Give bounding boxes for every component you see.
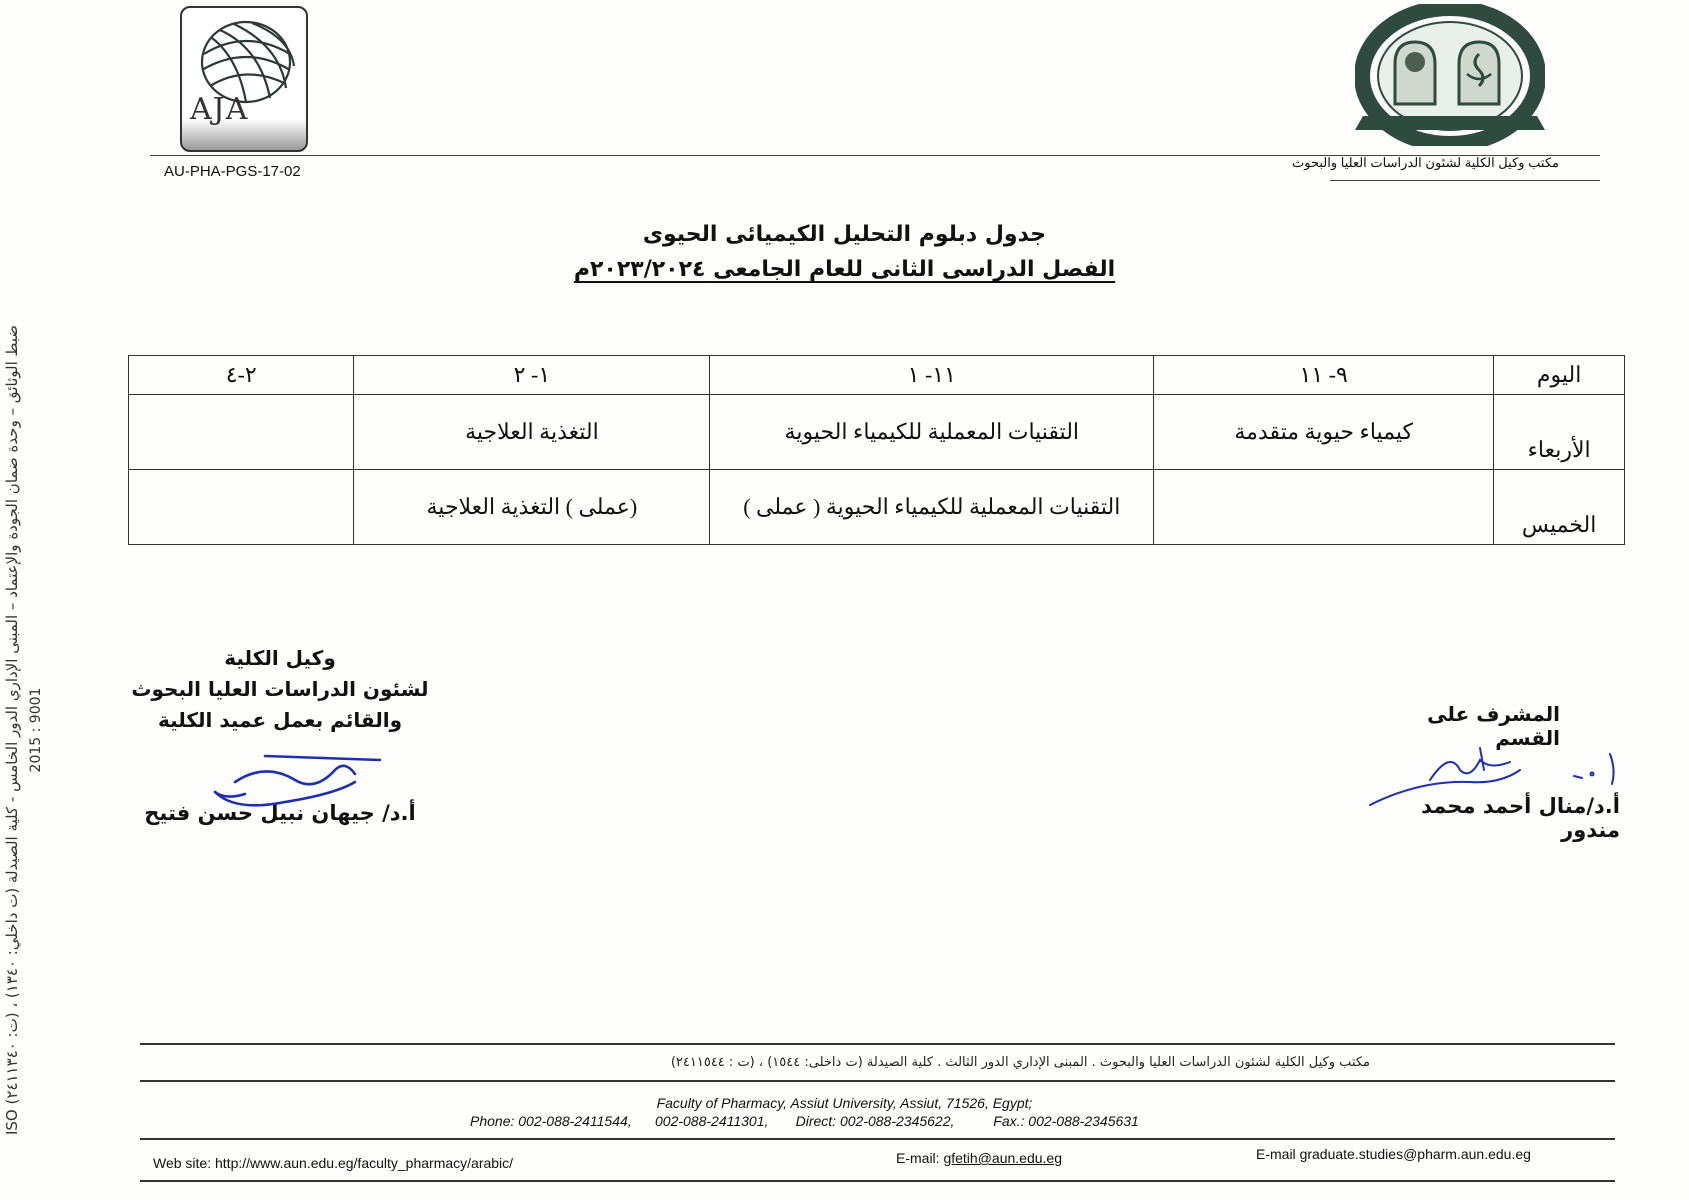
semester-title-text: الفصل الدراسى الثانى للعام الجامعى ٢٠٢٣/٢٠٢٤م [573,257,1116,282]
office-divider [1330,180,1600,181]
footer-divider-3 [140,1138,1615,1140]
vice-dean-name: أ.د/ جيهان نبيل حسن فتيح [144,801,416,825]
supervisor-signature-icon [1360,740,1630,810]
day-wednesday: الأربعاء [1494,395,1625,470]
cell-thu-slot3: (عملى ) التغذية العلاجية [354,470,710,545]
semester-title [0,257,1689,282]
email1-label: E-mail: [896,1150,944,1166]
cell-wed-slot4 [129,395,354,470]
header-slot-9-11: ٩- ١١ [1154,356,1494,395]
footer-divider-1 [140,1043,1615,1045]
footer-email-1 [896,1150,1062,1166]
vice-dean-title-line2: لشئون الدراسات العليا البحوث [131,677,429,701]
website-label: Web site: [153,1155,215,1171]
cell-wed-slot1: كيمياء حيوية متقدمة [1154,395,1494,470]
table-row [129,395,1625,470]
cell-wed-slot2: التقنيات المعملية للكيمياء الحيوية [710,395,1154,470]
side-margin-line2: 9001 : 2015 [28,687,44,773]
office-label: مكتب وكيل الكلية لشئون الدراسات العليا والبحوث [1292,155,1559,170]
aja-logo-text: AJA [190,92,249,127]
day-thursday: الخميس [1494,470,1625,545]
footer-email-2 [1256,1146,1531,1162]
cell-thu-slot4 [129,470,354,545]
cell-thu-slot1 [1154,470,1494,545]
side-margin-line1: ضبط الوثائق – وحدة ضمان الجودة والإعتماد – المبنى الإداري الدور الخامس - كلية الصيدلة (ت داخلي: ١٣٤٠) ، (ت: ٢٤١١٣٤٠) ISO [3,324,21,1136]
header-slot-1-2: ١- ٢ [354,356,710,395]
footer-phone-line: Phone: 002-088-2411544, 002-088-2411301, Direct: 002-088-2345622, Fax.: 002-088-2345631 [470,1113,1139,1129]
email1-link[interactable]: gfetih@aun.edu.eg [943,1150,1062,1166]
supervisor-name: أ.د/منال أحمد محمد مندور [1421,794,1620,842]
footer-divider-2 [140,1080,1615,1082]
schedule-title: جدول دبلوم التحليل الكيميائى الحيوى [642,222,1047,247]
aja-logo [180,6,308,152]
supervisor-title: المشرف على القسم [1427,702,1560,750]
side-margin-text [0,260,60,1200]
email2-link[interactable]: graduate.studies@pharm.aun.edu.eg [1299,1146,1531,1162]
vice-dean-title-line3: والقائم بعمل عميد الكلية [157,708,403,732]
email2-label: E-mail [1256,1146,1300,1162]
footer-arabic-address: مكتب وكيل الكلية لشئون الدراسات العليا والبحوث . المبنى الإداري الدور الثالث . كلية الصيدلة (ت داخلى: ١٥٤٤) ، (ت : ٢٤١١٥٤٤) [670,1055,1370,1070]
cell-thu-slot2: التقنيات المعملية للكيمياء الحيوية ( عملى ) [710,470,1154,545]
schedule-table [128,355,1625,545]
footer-website [153,1155,513,1171]
table-header-row [129,356,1625,395]
footer-divider-4 [140,1180,1615,1182]
faculty-seal [1355,4,1545,146]
header-day: اليوم [1494,356,1625,395]
header-slot-11-1: ١١- ١ [710,356,1154,395]
header-slot-2-4: ٢-٤ [129,356,354,395]
vice-dean-signature-icon [205,752,385,812]
vice-dean-title-line1: وكيل الكلية [224,646,336,670]
footer-address: Faculty of Pharmacy, Assiut University, Assiut, 71526, Egypt; [656,1095,1033,1111]
document-code: AU-PHA-PGS-17-02 [164,163,301,180]
website-link[interactable]: http://www.aun.edu.eg/faculty_pharmacy/arabic/ [215,1155,514,1171]
cell-wed-slot3: التغذية العلاجية [354,395,710,470]
table-row [129,470,1625,545]
